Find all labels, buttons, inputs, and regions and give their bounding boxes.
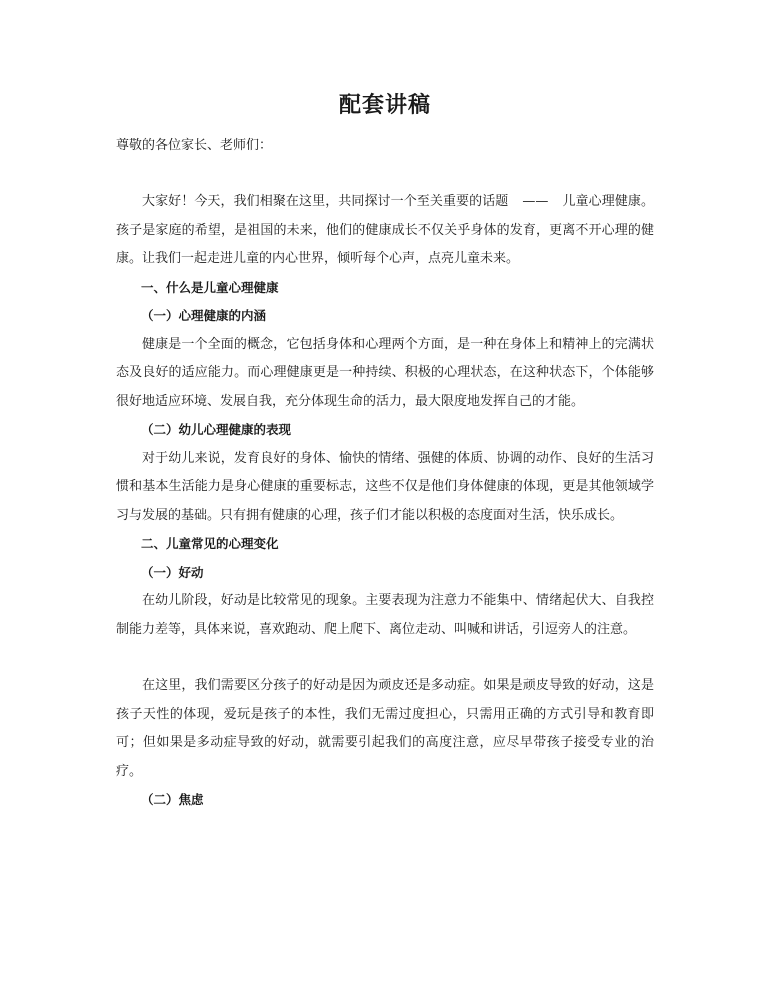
- intro-lead: 大家好！今天，我们相聚在这里，共同探讨一个至关重要的话题: [142, 194, 509, 209]
- section-1-2-heading: （二）幼儿心理健康的表现: [141, 422, 292, 437]
- intro-tail: 儿童心理健康。孩子是家庭的希望，是祖国的未来，他们的健康成长不仅关乎身体的发育，更离不开心理的健康。让我们一起走进儿童的内心世界，倾听每个心声，点亮儿童未来。: [116, 194, 654, 266]
- section-2-1-heading: （一）好动: [141, 564, 204, 580]
- section-2-2-heading: （二）焦虑: [141, 792, 204, 807]
- section-1-1-heading: （一）心理健康的内涵: [141, 308, 267, 323]
- page-title: 配套讲稿: [338, 92, 431, 118]
- intro-paragraph: [116, 188, 654, 274]
- blank-line: [116, 644, 654, 672]
- section-1-heading: 一、什么是儿童心理健康: [141, 279, 279, 295]
- section-1-1-body: 健康是一个全面的概念，它包括身体和心理两个方面，是一种在身体上和精神上的完满状态及良好的适应能力。而心理健康更是一种持续、积极的心理状态，在这种状态下，个体能够很好地适应环境、发展自我，充分体现生命的活力，最大限度地发挥自己的才能。: [116, 336, 654, 409]
- blank-line: [116, 160, 654, 188]
- greeting: 尊敬的各位家长、老师们：: [116, 138, 273, 153]
- section-2-1-body-2: 在这里，我们需要区分孩子的好动是因为顽皮还是多动症。如果是顽皮导致的好动，这是孩子天性的体现，爱玩是孩子的本性，我们无需过度担心，只需用正确的方式引导和教育即可；但如果是多动症导致的好动，就需要引起我们的高度注意，应尽早带孩子接受专业的治疗。: [116, 678, 654, 779]
- intro-dash: ——: [522, 194, 549, 209]
- section-2-heading: 二、儿童常见的心理变化: [141, 536, 279, 551]
- section-1-2-body: 对于幼儿来说，发育良好的身体、愉快的情绪、强健的体质、协调的动作、良好的生活习惯和基本生活能力是身心健康的重要标志，这些不仅是他们身体健康的体现，更是其他领域学习与发展的基础。只有拥有健康的心理，孩子们才能以积极的态度面对生活，快乐成长。: [116, 450, 654, 523]
- section-2-1-body-1: 在幼儿阶段，好动是比较常见的现象。主要表现为注意力不能集中、情绪起伏大、自我控制能力差等，具体来说，喜欢跑动、爬上爬下、离位走动、叫喊和讲话，引逗旁人的注意。: [116, 593, 654, 637]
